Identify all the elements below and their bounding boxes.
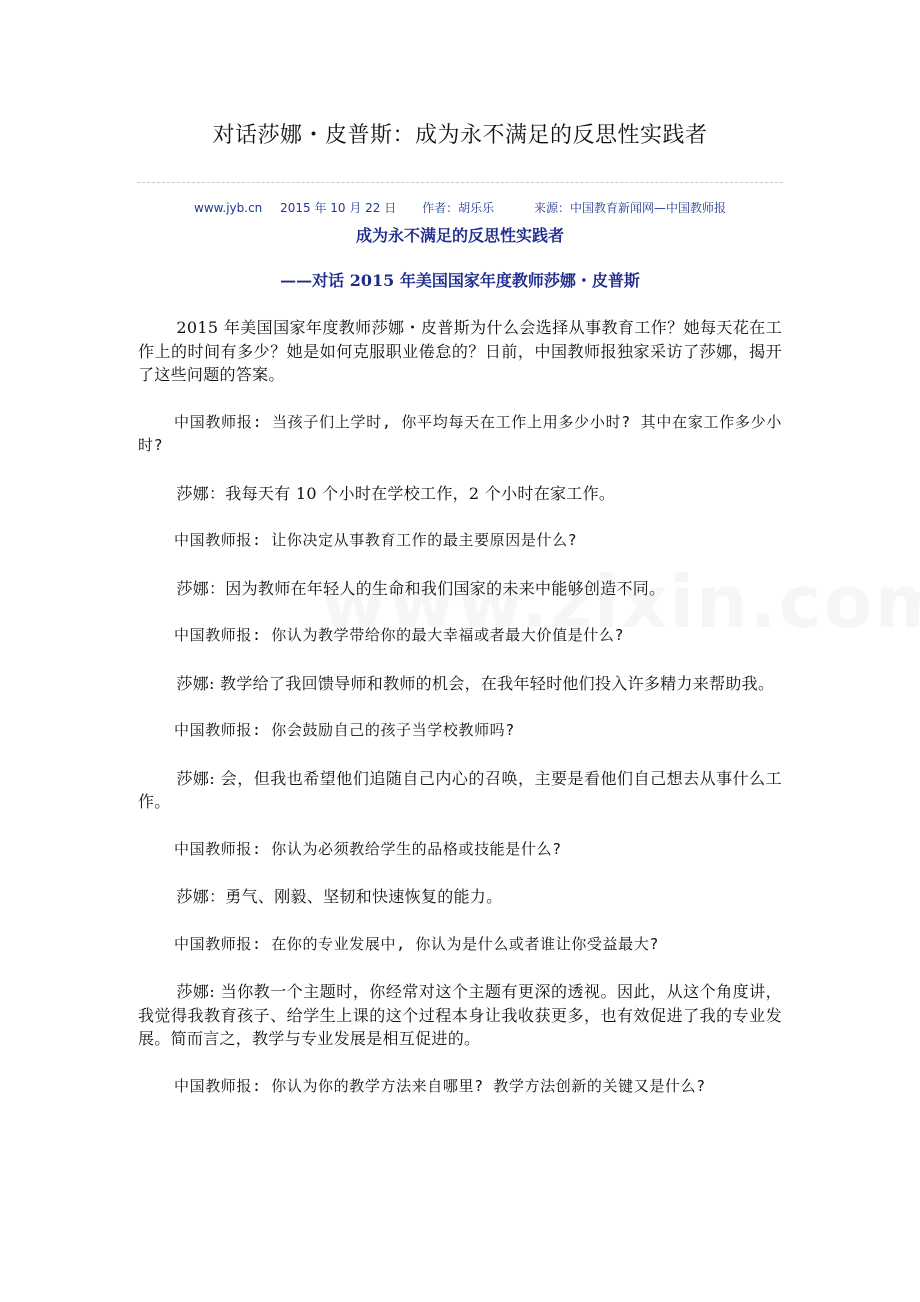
- meta-source: 来源：中国教育新闻网—中国教师报: [533, 201, 726, 215]
- interview-question: 中国教师报: 当孩子们上学时, 你平均每天在工作上用多少小时? 其中在家工作多少小时?: [138, 412, 782, 454]
- meta-site-link[interactable]: www.jyb.cn: [194, 201, 263, 215]
- title-divider: [137, 182, 783, 183]
- interview-question: 中国教师报: 你认为你的教学方法来自哪里? 教学方法创新的关键又是什么?: [174, 1076, 706, 1095]
- interview-question: 中国教师报: 你认为必须教给学生的品格或技能是什么?: [174, 839, 562, 858]
- interview-question: 中国教师报: 你认为教学带给你的最大幸福或者最大价值是什么?: [174, 626, 625, 644]
- interview-question: 中国教师报: 让你决定从事教育工作的最主要原因是什么?: [174, 531, 578, 549]
- intro-paragraph: 2015 年美国国家年度教师莎娜・皮普斯为什么会选择从事教育工作？她每天花在工作上的时间有多少？她是如何克服职业倦怠的？日前，中国教师报独家采访了莎娜，揭开了这些问题的答案。: [138, 318, 782, 384]
- interview-question: 中国教师报: 在你的专业发展中, 你认为是什么或者谁让你受益最大?: [174, 934, 659, 953]
- interview-answer: 莎娜：我每天有 10 个小时在学校工作，2 个小时在家工作。: [176, 483, 616, 503]
- interview-answer: 莎娜: 当你教一个主题时，你经常对这个主题有更深的透视。因此，从这个角度讲，我觉得我教育孩子、给学生上课的这个过程本身让我收获更多，也有效促进了我的专业发展。简而言之，教学与专业发展是相互促进的。: [138, 982, 782, 1048]
- article-subtitle: 成为永不满足的反思性实践者: [355, 226, 564, 245]
- interview-question: 中国教师报: 你会鼓励自己的孩子当学校教师吗?: [174, 721, 515, 739]
- interview-answer: 莎娜：勇气、刚毅、坚韧和快速恢复的能力。: [176, 887, 503, 906]
- page-title: 对话莎娜・皮普斯：成为永不满足的反思性实践者: [212, 123, 708, 148]
- interview-answer: 莎娜: 会，但我也希望他们追随自己内心的召唤，主要是看他们自己想去从事什么工作。: [138, 768, 782, 811]
- article-body: [138, 316, 782, 1122]
- meta-date: 2015 年 10 月 22 日: [280, 201, 397, 215]
- interview-answer: 莎娜: 教学给了我回馈导师和教师的机会，在我年轻时他们投入许多精力来帮助我。: [176, 673, 775, 693]
- meta-author: 作者：胡乐乐: [422, 201, 495, 215]
- article-meta: [0, 199, 920, 216]
- interview-answer: 莎娜：因为教师在年轻人的生命和我们国家的未来中能够创造不同。: [176, 578, 666, 598]
- article-subtitle-dialogue: ——对话 2015 年美国国家年度教师莎娜・皮普斯: [280, 271, 640, 290]
